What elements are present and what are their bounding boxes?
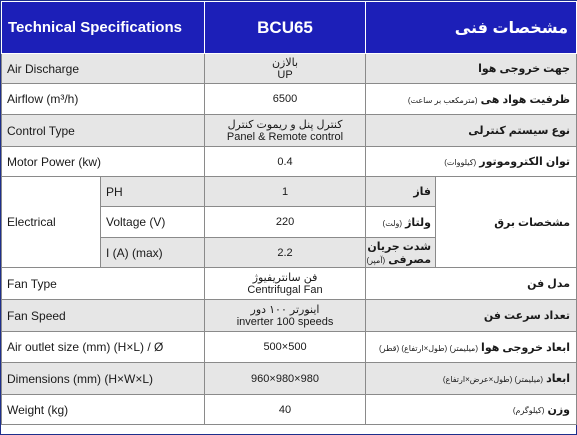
header-row	[2, 2, 577, 54]
label-fa-unit: (کیلوگرم)	[512, 406, 545, 415]
row-air-discharge	[2, 54, 577, 84]
value: 960×980×980	[205, 363, 366, 395]
value-cell	[205, 268, 366, 300]
label-en: Dimensions (mm) (H×W×L)	[2, 363, 205, 395]
label-fa-cell	[366, 363, 577, 395]
row-air-outlet	[2, 332, 577, 363]
sub-label-fa-cell	[366, 207, 436, 238]
label-en: Motor Power (kw)	[2, 147, 205, 177]
label-en: Control Type	[2, 115, 205, 147]
label-fa: مدل فن	[366, 268, 577, 300]
row-fan-type	[2, 268, 577, 300]
value-fa: بالازن	[271, 56, 299, 69]
value: 6500	[205, 84, 366, 115]
value-cell	[205, 54, 366, 84]
value-fa: کنترل پنل و ریموت کنترل	[227, 118, 343, 131]
header-title-fa: مشخصات فنی	[366, 2, 577, 54]
header-title-en: Technical Specifications	[2, 2, 205, 54]
value-cell	[205, 300, 366, 332]
value: 500×500	[205, 332, 366, 363]
label-fa-cell	[366, 395, 577, 425]
label-en: Electrical	[2, 177, 101, 268]
label-fa: ظرفیت هواد هی	[480, 93, 571, 106]
sub-label-en: PH	[101, 177, 205, 207]
label-fa: جهت خروجی هوا	[366, 54, 577, 84]
row-motor-power	[2, 147, 577, 177]
label-en: Airflow (m³/h)	[2, 84, 205, 115]
value: 1	[205, 177, 366, 207]
label-fa: ابعاد خروجی هوا	[481, 341, 571, 354]
label-fa-cell	[366, 84, 577, 115]
row-weight	[2, 395, 577, 425]
sub-label-fa: ولتاژ	[405, 216, 432, 229]
label-fa: مشخصات برق	[436, 177, 577, 268]
label-en: Fan Speed	[2, 300, 205, 332]
value-en: UP	[277, 68, 293, 81]
row-fan-speed	[2, 300, 577, 332]
row-control-type	[2, 115, 577, 147]
value: 220	[205, 207, 366, 238]
label-en: Air Discharge	[2, 54, 205, 84]
header-model: BCU65	[205, 2, 366, 54]
label-fa: تعداد سرعت فن	[366, 300, 577, 332]
label-fa: وزن	[547, 404, 571, 416]
sub-label-fa: فاز	[366, 177, 436, 207]
value: 0.4	[205, 147, 366, 177]
label-en: Weight (kg)	[2, 395, 205, 425]
row-airflow	[2, 84, 577, 115]
row-electrical-ph	[2, 177, 577, 207]
value-en: Panel & Remote control	[226, 130, 344, 143]
sub-label-fa-cell	[366, 238, 436, 268]
sub-label-fa-unit: (ولت)	[382, 218, 403, 228]
value: 2.2	[205, 238, 366, 268]
label-fa-unit: (میلیمتر) (طول×ارتفاع) (قطر)	[378, 343, 478, 353]
label-fa: نوع سیستم کنترلی	[366, 115, 577, 147]
value-en: Centrifugal Fan	[247, 283, 323, 296]
value-cell	[205, 115, 366, 147]
label-fa: توان الکتروموتور	[479, 156, 571, 168]
sub-label-fa: شدت جریان مصرفی	[367, 240, 432, 266]
label-fa-unit: (مترمکعب بر ساعت)	[407, 95, 478, 105]
row-dimensions	[2, 363, 577, 395]
sub-label-en: Voltage (V)	[101, 207, 205, 238]
label-fa: ابعاد	[546, 373, 571, 385]
sub-label-en: I (A) (max)	[101, 238, 205, 268]
value-en: inverter 100 speeds	[236, 315, 334, 328]
label-fa-cell	[366, 332, 577, 363]
sub-label-fa-unit: (آمپر)	[366, 255, 386, 265]
value-fa: فن سانتریفیوژ	[252, 271, 318, 284]
label-en: Air outlet size (mm) (H×L) / Ø	[2, 332, 205, 363]
label-fa-unit: (میلیمتر) (طول×عرض×ارتفاع)	[442, 375, 544, 384]
label-fa-unit: (کیلووات)	[444, 158, 477, 167]
value-fa: اینورتر ۱۰۰ دور	[250, 303, 320, 316]
spec-table	[1, 1, 577, 425]
label-en: Fan Type	[2, 268, 205, 300]
label-fa-cell	[366, 147, 577, 177]
value: 40	[205, 395, 366, 425]
